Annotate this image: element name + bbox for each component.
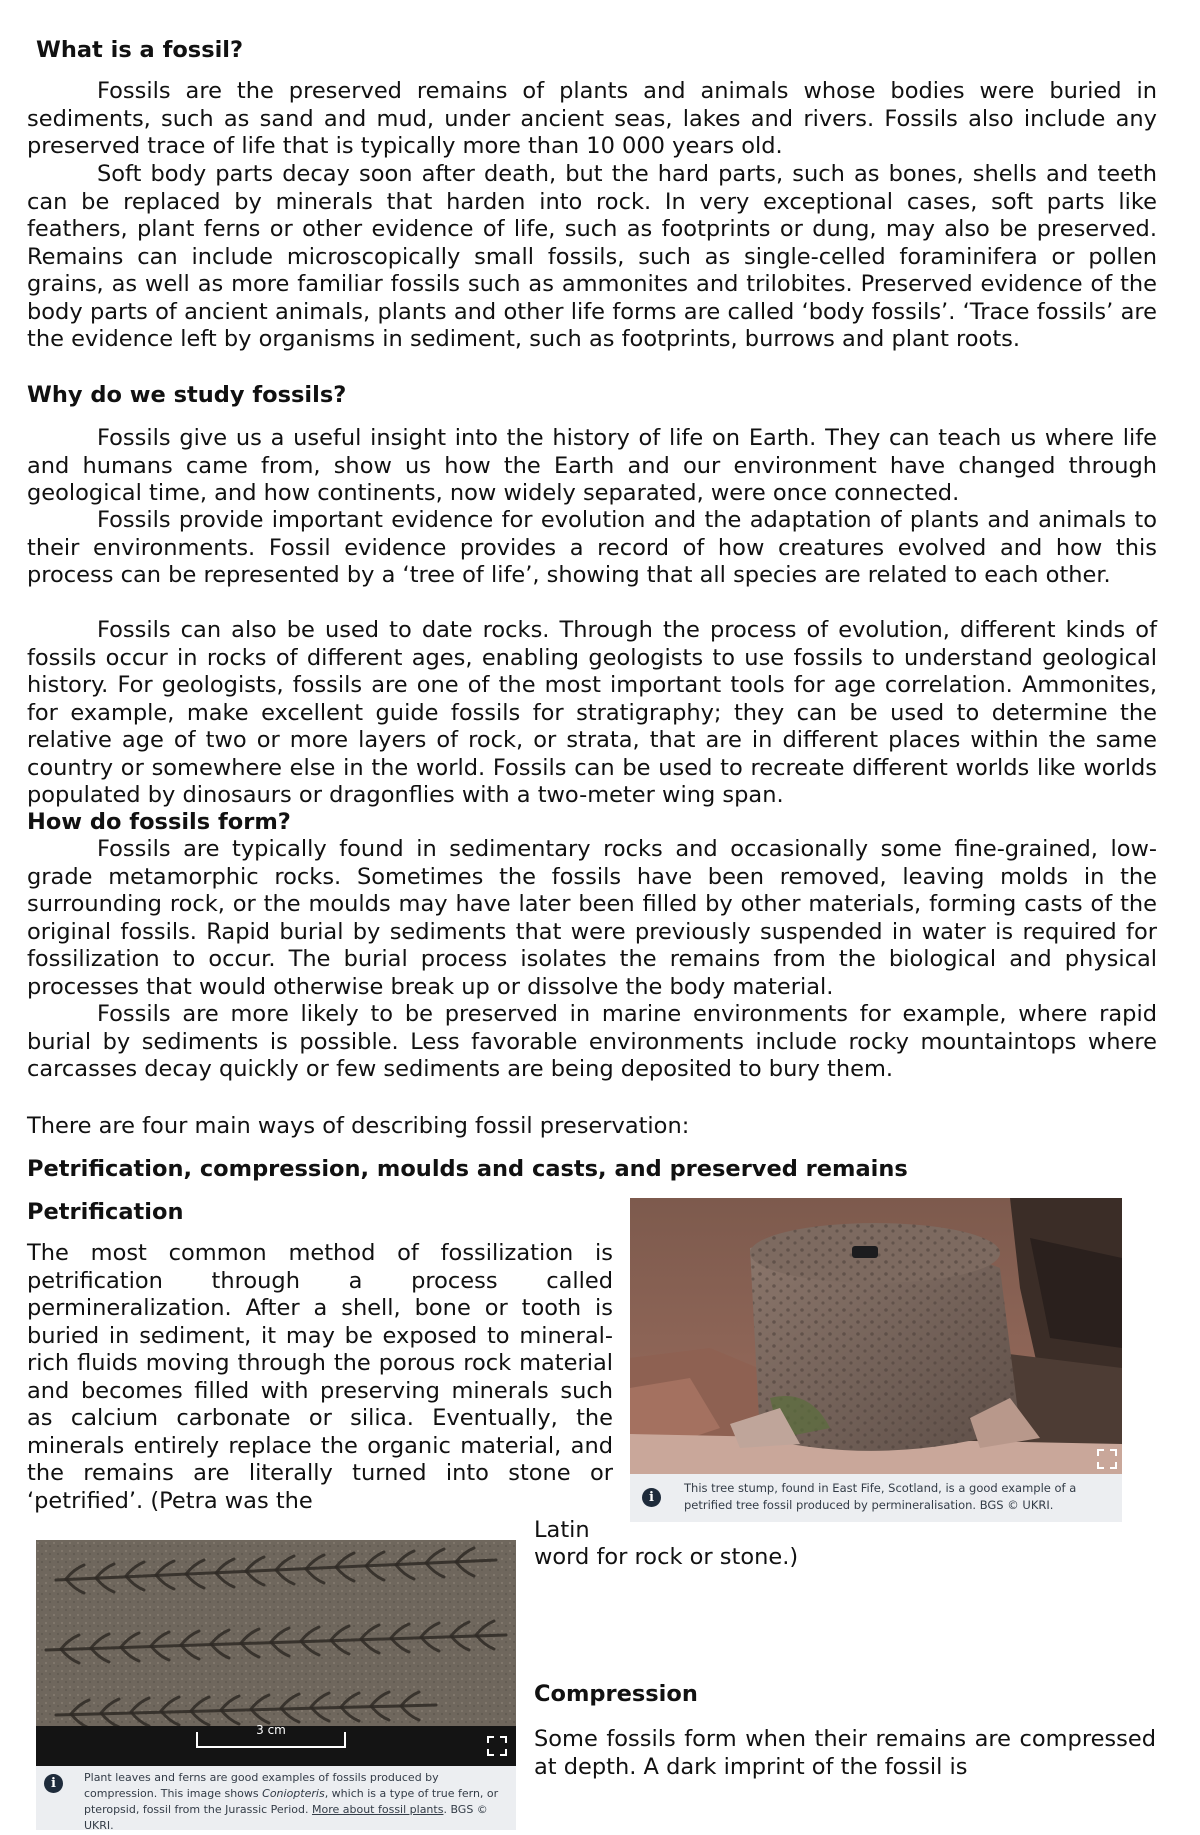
fern-caption-part-a: Plant leaves and ferns are good examples of fossils produced by compression. This image shows (84, 1771, 439, 1800)
info-icon[interactable]: i (642, 1488, 661, 1507)
fern-caption-species: Coniopteris (262, 1787, 325, 1800)
tree-stump-caption: This tree stump, found in East Fife, Scotland, is a good example of a petrified tree fossil produced by permineralisation. BGS © UKRI. (684, 1481, 1077, 1512)
expand-icon[interactable] (486, 1735, 508, 1757)
paragraph-how-1: Fossils are typically found in sedimentary rocks and occasionally some fine-grained, low-grade metamorphic rocks. Sometimes the fossils have been removed, leaving molds in the surrounding rock, or the moulds may have later been filled by other materials, forming casts of the original fossils. Rapid burial by sediments that were previously suspended in water is required for fossilization to occur. The burial process isolates the remains from the biological and physical processes that would otherwise break up or dissolve the body material. (27, 836, 1157, 1000)
paragraph-why-2: Fossils provide important evidence for evolution and the adaptation of plants and animals to their environments. Fossil evidence provides a record of how creatures evolved and how this process can be represented by a ‘tree of life’, showing that all species are related to each other. (27, 507, 1157, 588)
scale-bar-strip (36, 1723, 516, 1766)
tree-stump-illustration (630, 1198, 1122, 1474)
petrification-tail-latin: Latin (534, 1517, 590, 1543)
figure-fern-fossil (36, 1540, 516, 1830)
paragraph-how-2: Fossils are more likely to be preserved in marine environments for example, where rapid burial by sediments is possible. Less favorable environments include rocky mountaintops where carcasses decay quickly or few sediments are being deposited to bury them. (27, 1001, 1157, 1082)
expand-icon[interactable] (1096, 1448, 1118, 1470)
paragraph-what-1: Fossils are the preserved remains of plants and animals whose bodies were buried in sediments, such as sand and mud, under ancient seas, lakes and rivers. Fossils also include any preserved trace of life that is typically more than 10 000 years old. (27, 78, 1157, 159)
tree-stump-photo (630, 1198, 1122, 1474)
ways-list: Petrification, compression, moulds and casts, and preserved remains (27, 1156, 908, 1182)
fern-caption-bar (36, 1766, 516, 1830)
petrification-tail-rock: word for rock or stone.) (534, 1544, 799, 1570)
heading-what-is-a-fossil: What is a fossil? (36, 37, 244, 63)
paragraph-what-2: Soft body parts decay soon after death, but the hard parts, such as bones, shells and teeth can be replaced by minerals that harden into rock. In very exceptional cases, soft parts like feathers, plant ferns or other evidence of life, such as footprints or dung, may also be preserved. Remains can include microscopically small fossils, such as single-celled foraminifera or pollen grains, as well as more familiar fossils such as ammonites and trilobites. Preserved evidence of the body parts of ancient animals, plants and other life forms are called ‘body fossils’. ‘Trace fossils’ are the evidence left by organisms in sediment, such as footprints, burrows and plant roots. (27, 161, 1157, 352)
paragraph-why-3: Fossils can also be used to date rocks. Through the process of evolution, different kinds of fossils occur in rocks of different ages, enabling geologists to use fossils to understand geological history. For geologists, fossils are one of the most important tools for age correlation. Ammonites, for example, make excellent guide fossils for stratigraphy; they can be used to determine the relative age of two or more layers of rock, or strata, that are in different places within the same country or somewhere else in the world. Fossils can be used to recreate different worlds like worlds populated by dinosaurs or dragonflies with a two-meter wing span. (27, 617, 1157, 808)
fern-caption-part-c: . BGS © UKRI. (84, 1803, 488, 1832)
paragraph-why-1: Fossils give us a useful insight into the history of life on Earth. They can teach us where life and humans came from, show us how the Earth and our environment have changed through geological time, and how continents, now widely separated, were once connected. (27, 425, 1157, 506)
fern-caption (84, 1770, 504, 1834)
tree-stump-caption-bar (630, 1474, 1122, 1522)
figure-tree-stump (630, 1198, 1122, 1522)
ways-intro: There are four main ways of describing fossil preservation: (27, 1113, 690, 1139)
fern-caption-part-b: , which is a type of true fern, or pteropsid, fossil from the Jurassic Period. (84, 1787, 499, 1816)
paragraph-compression: Some fossils form when their remains are compressed at depth. A dark imprint of the fossil is (534, 1726, 1156, 1780)
paragraph-petrification: The most common method of fossilization is petrification through a process called permineralization. After a shell, bone or tooth is buried in sediment, it may be exposed to mineral-rich fluids moving through the porous rock material and becomes filled with preserving minerals such as calcium carbonate or silica. Eventually, the minerals entirely replace the organic material, and the remains are literally turned into stone or ‘petrified’. (Petra was the (27, 1240, 613, 1514)
heading-petrification: Petrification (27, 1199, 184, 1225)
heading-compression: Compression (534, 1681, 698, 1707)
fossil-plants-link[interactable]: More about fossil plants (311, 1803, 444, 1816)
heading-how-fossils-form: How do fossils form? (27, 809, 291, 835)
scale-bar-label: 3 cm (256, 1723, 286, 1737)
info-icon[interactable]: i (44, 1774, 63, 1793)
heading-why-study-fossils: Why do we study fossils? (27, 382, 347, 408)
